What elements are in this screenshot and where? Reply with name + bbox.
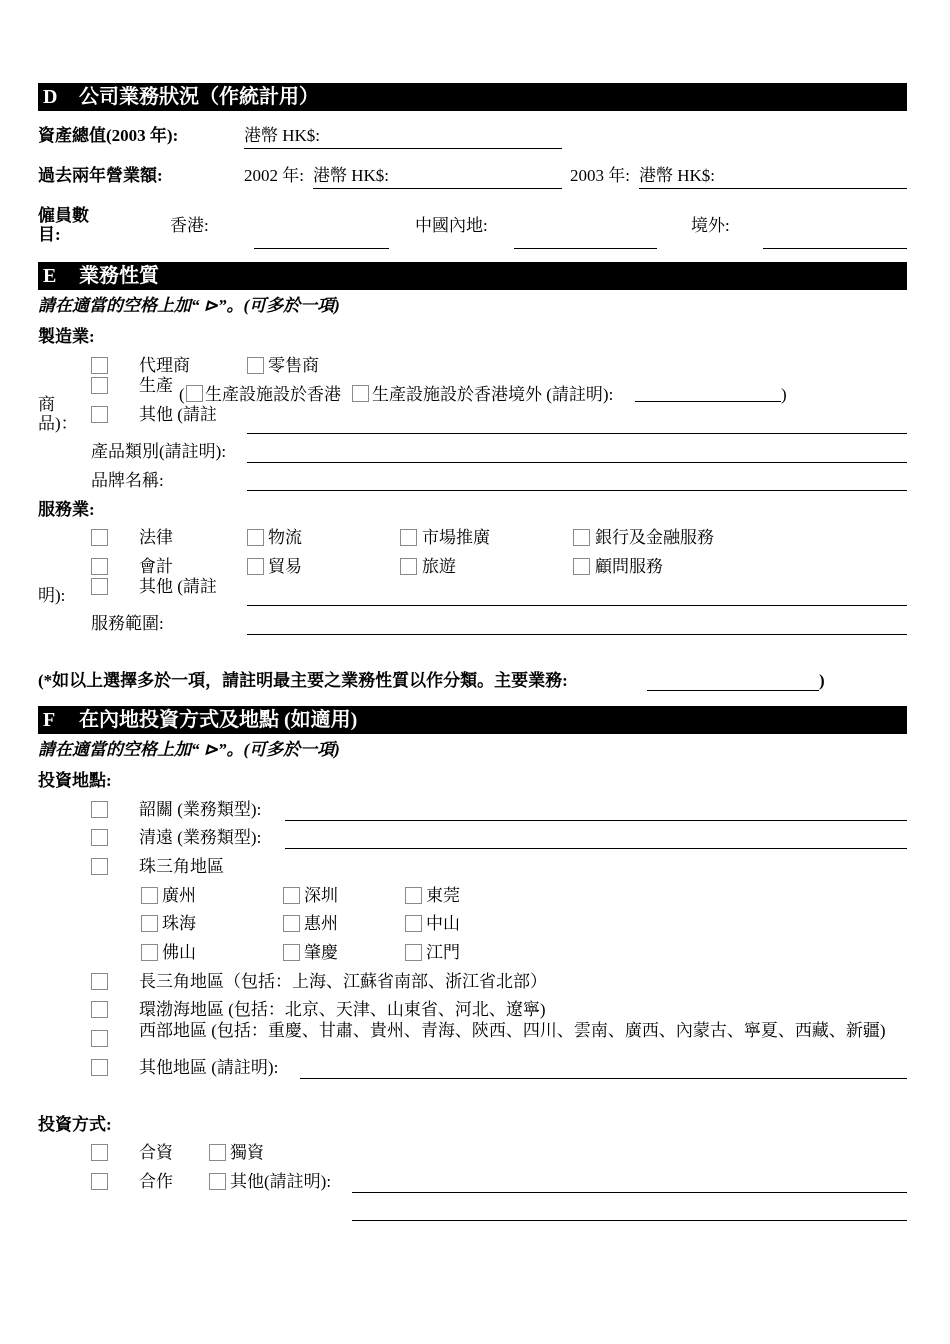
manufacturing-other-checkbox[interactable] bbox=[91, 406, 108, 423]
services-label: 服務業: bbox=[38, 500, 95, 519]
service-scope-label: 服務範圍: bbox=[91, 614, 164, 633]
brand-name-label: 品牌名稱: bbox=[91, 471, 164, 490]
assets-currency: 港幣 HK$: bbox=[244, 126, 321, 145]
turnover-2002-input-line[interactable] bbox=[313, 188, 562, 189]
currency-2002: 港幣 HK$: bbox=[313, 166, 390, 185]
joint-venture-checkbox[interactable] bbox=[91, 1144, 108, 1161]
section-f-letter: F bbox=[43, 709, 56, 731]
turnover-label: 過去兩年營業額: bbox=[38, 166, 163, 185]
section-f-header bbox=[38, 706, 907, 734]
services-other-input-line[interactable] bbox=[247, 605, 907, 606]
consulting-checkbox[interactable] bbox=[573, 558, 590, 575]
prd-label: 珠三角地區 bbox=[139, 857, 224, 876]
other-regions-checkbox[interactable] bbox=[91, 1059, 108, 1076]
production-open-paren: ( bbox=[179, 385, 185, 404]
jiangmen-checkbox[interactable] bbox=[405, 944, 422, 961]
banking-label: 銀行及金融服務 bbox=[595, 528, 714, 547]
travel-checkbox[interactable] bbox=[400, 558, 417, 575]
section-d-header bbox=[38, 83, 907, 111]
yrd-label: 長三角地區（包括：上海、江蘇省南部、浙江省北部） bbox=[139, 972, 547, 991]
service-scope-input-line[interactable] bbox=[247, 634, 907, 635]
locations-label: 投資地點: bbox=[38, 771, 112, 790]
main-business-close-paren: ) bbox=[819, 671, 825, 690]
qingyuan-input-line[interactable] bbox=[285, 848, 907, 849]
other-regions-label: 其他地區 (請註明): bbox=[139, 1058, 279, 1077]
section-d-letter: D bbox=[43, 86, 58, 108]
prd-checkbox[interactable] bbox=[91, 858, 108, 875]
marketing-label: 市場推廣 bbox=[422, 528, 490, 547]
retailer-checkbox[interactable] bbox=[247, 357, 264, 374]
western-checkbox[interactable] bbox=[91, 1030, 108, 1047]
manufacturing-other-input-line[interactable] bbox=[247, 433, 907, 434]
shaoguan-label: 韶關 (業務類型): bbox=[139, 800, 262, 819]
accounting-checkbox[interactable] bbox=[91, 558, 108, 575]
guangzhou-checkbox[interactable] bbox=[141, 887, 158, 904]
other-method-checkbox[interactable] bbox=[209, 1173, 226, 1190]
employees-overseas-label: 境外: bbox=[691, 216, 730, 235]
product-category-label: 產品類別(請註明): bbox=[91, 442, 227, 461]
huizhou-checkbox[interactable] bbox=[283, 915, 300, 932]
dongguan-checkbox[interactable] bbox=[405, 887, 422, 904]
turnover-2003-input-line[interactable] bbox=[639, 188, 907, 189]
methods-label: 投資方式: bbox=[38, 1115, 112, 1134]
section-d-title: 公司業務狀況（作統計用） bbox=[79, 86, 319, 108]
manufacturing-other-label: 其他 (請註 bbox=[139, 405, 217, 424]
trading-checkbox[interactable] bbox=[247, 558, 264, 575]
logistics-checkbox[interactable] bbox=[247, 529, 264, 546]
legal-label: 法律 bbox=[139, 528, 173, 547]
shaoguan-input-line[interactable] bbox=[285, 820, 907, 821]
manufacturing-label: 製造業: bbox=[38, 327, 95, 346]
trading-label: 貿易 bbox=[268, 557, 302, 576]
facility-hk-checkbox[interactable] bbox=[186, 385, 203, 402]
cooperation-checkbox[interactable] bbox=[91, 1173, 108, 1190]
foshan-checkbox[interactable] bbox=[141, 944, 158, 961]
employees-label-line1: 僱員數 bbox=[38, 206, 89, 225]
banking-checkbox[interactable] bbox=[573, 529, 590, 546]
cooperation-label: 合作 bbox=[139, 1172, 173, 1191]
employees-mainland-label: 中國內地: bbox=[415, 216, 488, 235]
wrapped-text-fragment-ming: 明): bbox=[38, 586, 66, 605]
logistics-label: 物流 bbox=[268, 528, 302, 547]
zhuhai-checkbox[interactable] bbox=[141, 915, 158, 932]
jiangmen-label: 江門 bbox=[426, 943, 460, 962]
currency-2003: 港幣 HK$: bbox=[639, 166, 716, 185]
shenzhen-label: 深圳 bbox=[304, 886, 338, 905]
wrapped-text-fragment-shang: 商 bbox=[38, 395, 55, 414]
bohai-checkbox[interactable] bbox=[91, 1001, 108, 1018]
travel-label: 旅遊 bbox=[422, 557, 456, 576]
main-business-note: (*如以上選擇多於一項，請註明最主要之業務性質以作分類。主要業務: bbox=[38, 671, 568, 690]
production-checkbox[interactable] bbox=[91, 377, 108, 394]
production-close-paren: ) bbox=[781, 385, 787, 404]
other-method-label: 其他(請註明): bbox=[230, 1172, 332, 1191]
shaoguan-checkbox[interactable] bbox=[91, 801, 108, 818]
legal-checkbox[interactable] bbox=[91, 529, 108, 546]
other-method-input-line-1[interactable] bbox=[352, 1192, 907, 1193]
section-f-title: 在內地投資方式及地點 (如適用) bbox=[79, 709, 358, 731]
shenzhen-checkbox[interactable] bbox=[283, 887, 300, 904]
product-category-input-line[interactable] bbox=[247, 462, 907, 463]
section-e-title: 業務性質 bbox=[79, 265, 159, 287]
main-business-input-line[interactable] bbox=[647, 690, 819, 691]
guangzhou-label: 廣州 bbox=[162, 886, 196, 905]
wholly-owned-label: 獨資 bbox=[230, 1143, 264, 1162]
employees-mainland-input-line[interactable] bbox=[514, 248, 657, 249]
retailer-label: 零售商 bbox=[268, 356, 319, 375]
section-e-letter: E bbox=[43, 265, 57, 287]
facility-hk-label: 生產設施設於香港 bbox=[205, 385, 341, 404]
yrd-checkbox[interactable] bbox=[91, 973, 108, 990]
consulting-label: 顧問服務 bbox=[595, 557, 663, 576]
dongguan-label: 東莞 bbox=[426, 886, 460, 905]
western-label: 西部地區 (包括：重慶、甘肅、貴州、青海、陝西、四川、雲南、廣西、內蒙古、寧夏、西藏、新疆) bbox=[139, 1021, 886, 1040]
bohai-label: 環渤海地區 (包括：北京、天津、山東省、河北、遼寧) bbox=[139, 1000, 546, 1019]
accounting-label: 會計 bbox=[139, 557, 173, 576]
assets-label: 資產總值(2003 年): bbox=[38, 126, 179, 145]
zhongshan-checkbox[interactable] bbox=[405, 915, 422, 932]
assets-input-line[interactable] bbox=[244, 148, 562, 149]
section-e-header bbox=[38, 262, 907, 290]
employees-hk-label: 香港: bbox=[170, 216, 209, 235]
wrapped-text-fragment-pin: 品)： bbox=[38, 414, 78, 433]
huizhou-label: 惠州 bbox=[304, 914, 338, 933]
facility-outside-label: 生產設施設於香港境外 (請註明): bbox=[372, 385, 614, 404]
facility-outside-checkbox[interactable] bbox=[352, 385, 369, 402]
agent-label: 代理商 bbox=[139, 356, 190, 375]
section-f-instruction: 請在適當的空格上加“ ⊳”。(可多於一項) bbox=[38, 740, 340, 759]
joint-venture-label: 合資 bbox=[139, 1143, 173, 1162]
production-label: 生產 bbox=[139, 376, 173, 395]
brand-name-input-line[interactable] bbox=[247, 490, 907, 491]
qingyuan-label: 清遠 (業務類型): bbox=[139, 828, 262, 847]
zhaoqing-label: 肇慶 bbox=[304, 943, 338, 962]
year-2003-label: 2003 年: bbox=[570, 166, 630, 185]
qingyuan-checkbox[interactable] bbox=[91, 829, 108, 846]
employees-hk-input-line[interactable] bbox=[254, 248, 389, 249]
year-2002-label: 2002 年: bbox=[244, 166, 304, 185]
zhongshan-label: 中山 bbox=[426, 914, 460, 933]
other-method-input-line-2[interactable] bbox=[352, 1220, 907, 1221]
other-regions-input-line[interactable] bbox=[300, 1078, 907, 1079]
marketing-checkbox[interactable] bbox=[400, 529, 417, 546]
services-other-label: 其他 (請註 bbox=[139, 577, 217, 596]
foshan-label: 佛山 bbox=[162, 943, 196, 962]
agent-checkbox[interactable] bbox=[91, 357, 108, 374]
zhuhai-label: 珠海 bbox=[162, 914, 196, 933]
section-e-instruction: 請在適當的空格上加“ ⊳”。(可多於一項) bbox=[38, 296, 340, 315]
employees-label-line2: 目: bbox=[38, 225, 61, 244]
wholly-owned-checkbox[interactable] bbox=[209, 1144, 226, 1161]
services-other-checkbox[interactable] bbox=[91, 578, 108, 595]
zhaoqing-checkbox[interactable] bbox=[283, 944, 300, 961]
employees-overseas-input-line[interactable] bbox=[763, 248, 907, 249]
facility-outside-input-line[interactable] bbox=[635, 401, 781, 402]
